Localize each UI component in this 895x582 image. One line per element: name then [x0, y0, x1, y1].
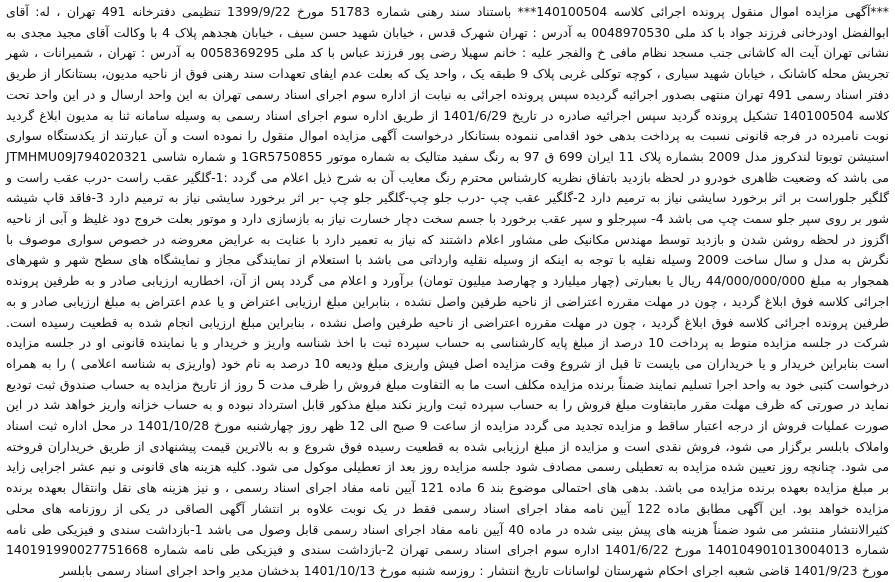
- auction-notice-text: ***آگهی مزایده اموال منقول پرونده اجرائی کلاسه 140100504*** باستناد سند رهنی شماره 51783 مورخ 1399/9/22 تنظیمی دفترخانه 491 تهران ، له: آقای ابوالفضل اودرخانی فرزند جواد با کد ملی 0048970530 به آدرس : تهران شهرک قدس ، خیابان شهید حسن سیف ، خیابان هجدهم پلاک 4 با وکالت آقای مجید مجدی به نشانی تهران آیت اله کاشانی جنب مسجد نظام مافی خ والفجر علیه : خانم سهیلا رضی پور فرزند عباس با کد ملی 0058369295 به آدرس : تهران ، شمیرانات ، شهر تجریش محله کاشانک ، خیابان شهید سیاری ، کوچه توکلی غربی پلاک 9 طبقه یک ، واحد یک که بعلت عدم ایفای تعهدات سند رهنی فوق از ناحیه مدیون، بستانکار از طریق دفتر اسناد رسمی 491 تهران منتهی بصدور اجرائیه گردیده سپس پرونده اجرائی به نیابت از اداره سوم اجرای اسناد رسمی تهران به این واحد ارسال و در این واحد تحت کلاسه 140100504 تشکیل پرونده گردید سپس اجرائیه صادره در تاریخ 1401/6/29 از طریق اداره سوم اجرای اسناد رسمی به وسیله سامانه ثنا به مدیون ابلاغ گردید نوبت نامبرده در فرجه قانونی نسبت به پرداخت بدهی خود اقدامی ننموده بستانکار درخواست آگهی مزایده اموال منقول را نموده است و آن عبارتند از یکدستگاه سواری استیشن تویوتا لندکروز مدل 2009 بشماره پلاک 11 ایران 699 ق 97 به رنگ سفید متالیک به شماره موتور 1GR5750855 و شماره شاسی JTMHMU09J794020321 می باشد که وضعیت ظاهری خودرو در لحظه بازدید باتفاق نظریه کارشناس محترم رنگ معایب آن به شرح ذیل اعلام می گردد :1-گلگیر عقب راست -درب عقب راست و گلگیر جلوراست بر اثر برخورد سایشی نیاز به ترمیم دارد 2-گلگیر عقب چپ -درب جلو چپ-گلگیر جلو چپ -بر اثر برخورد سایشی نیاز به ترمیم دارد 3-فاقد قاپ شیشه شور بر روی سپر جلو سمت چپ می باشد 4- سپرجلو و سپر عقب برخورد با جسم سخت دچار خسارت نیاز به بازسازی دارد و موتور بعلت خروج دود غلیظ و آبی از ناحیه اگزوز در لحظه روشن شدن و بازدید توسط مهندس مکانیک طی مشاور اعلام داشتند که نیاز به تعمیر دارد با عنایت به عرایض معروضه در خصوص سواری موصوف با نگرش به مدل و سال ساخت 2009 وسیله نقلیه با توجه به اینکه از وسیله نقلیه وارداتی می باشد با استعلام از نمایندگی مجاز و نمایشگاه های سطح شهر و شهرهای همجوار به مبلغ 44/000/000/000 ریال یا بعبارتی (چهار میلیارد و چهارصد میلیون تومان) برآورد و اعلام می گردد پس از آن، اخطاریه ارزیابی صادر و به طرفین پرونده اجرائی کلاسه فوق ابلاغ گردید ، چون در مهلت مقرره اعتراضی از ناحیه طرفین واصل نشده ، بنابراین مبلغ ارزیابی اعتراض و یا عدم اعتراض به مبلغ ارزیابی صادر و به طرفین پرونده اجرائی کلاسه فوق ابلاغ گردید ، چون در مهلت مقرره اعتراضی از ناحیه طرفین واصل نشده ، بنابراین مبلغ ارزیابی انجام شده به قطعیت رسیده است. شرکت در جلسه مزایده منوط به پرداخت 10 درصد از مبلغ پایه کارشناسی به حساب سپرده ثبت با اخذ شناسه واریز و خریدار و یا نماینده قانونی او در جلسه مزایده است بنابراین خریدار و یا خریداران می بایست تا قبل از شروع وقت مزایده اصل فیش واریزی مبلغ ودیعه 10 درصد به نام خود (واریزی به شناسه اعلامی ) را به همراه درخواست کتبی خود به واحد اجرا تسلیم نمایند ضمناً برنده مزایده مکلف است ما به التفاوت مبلغ فروش را ظرف مدت 5 روز از تاریخ مزایده به حساب صندوق ثبت تودیع نماید در صورتی که ظرف مهلت مقرر مابتفاوت مبلغ فروش را به حساب سپرده ثبت واریز نکند مبلغ مذکور قابل استرداد نبوده و به حساب خزانه واریز خواهد شد در این صورت عملیات فروش از درجه اعتبار ساقط و مزایده تجدید می گردد مزایده از ساعت 9 صبح الی 12 ظهر روز چهارشنبه مورخ 1401/10/28 در محل اداره ثبت اسناد واملاک بابلسر برگزار می شود، فروش نقدی است و مزایده از مبلغ ارزیابی شده به قطعیت رسیده فوق شروع و به بالاترین قیمت پیشنهادی از طریق خریداران فروخته می شود. چنانچه روز تعیین شده مزایده به تعطیلی رسمی مصادف شود جلسه مزایده روز بعد از تعطیلی موکول می شود. کلیه هزینه های قانونی و نیم عشر اجرایی زاید بر مبلغ مزایده بعهده برنده مزایده می باشد. بدهی های احتمالی موضوع بند 6 ماده 121 آیین نامه مفاد اجرای اسناد رسمی ، و نیز هزینه های نقل وانتقال بعهده برنده مزایده خواهد بود. این آگهی مطابق ماده 122 آیین نامه مفاد اجرای اسناد رسمی فقط در یک نوبت علاوه بر انتشار آگهی الصاقی در یکی از روزنامه های محلی کثیرالانتشار منتشر می شود ضمناً هزینه های پیش بینی شده در ماده 40 آیین نامه مفاد اجرای اسناد رسمی قابل وصول می باشد 1-بازداشت سندی و فیزیکی طی نامه شماره 140104901013004013 مورخ 1401/6/22 اداره سوم اجرای اسناد رسمی تهران 2-بازداشت سندی و فیزیکی طی نامه شماره 140191990027751668 مورخ 1401/9/23 قاضی شعبه اجرای احکام شهرستان لواسانات تاریخ انتشار : روزسه شنبه مورخ 1401/10/13 بدخشان مدیر واحد اجرای اسناد رسمی بابلسر: [6, 4, 890, 578]
